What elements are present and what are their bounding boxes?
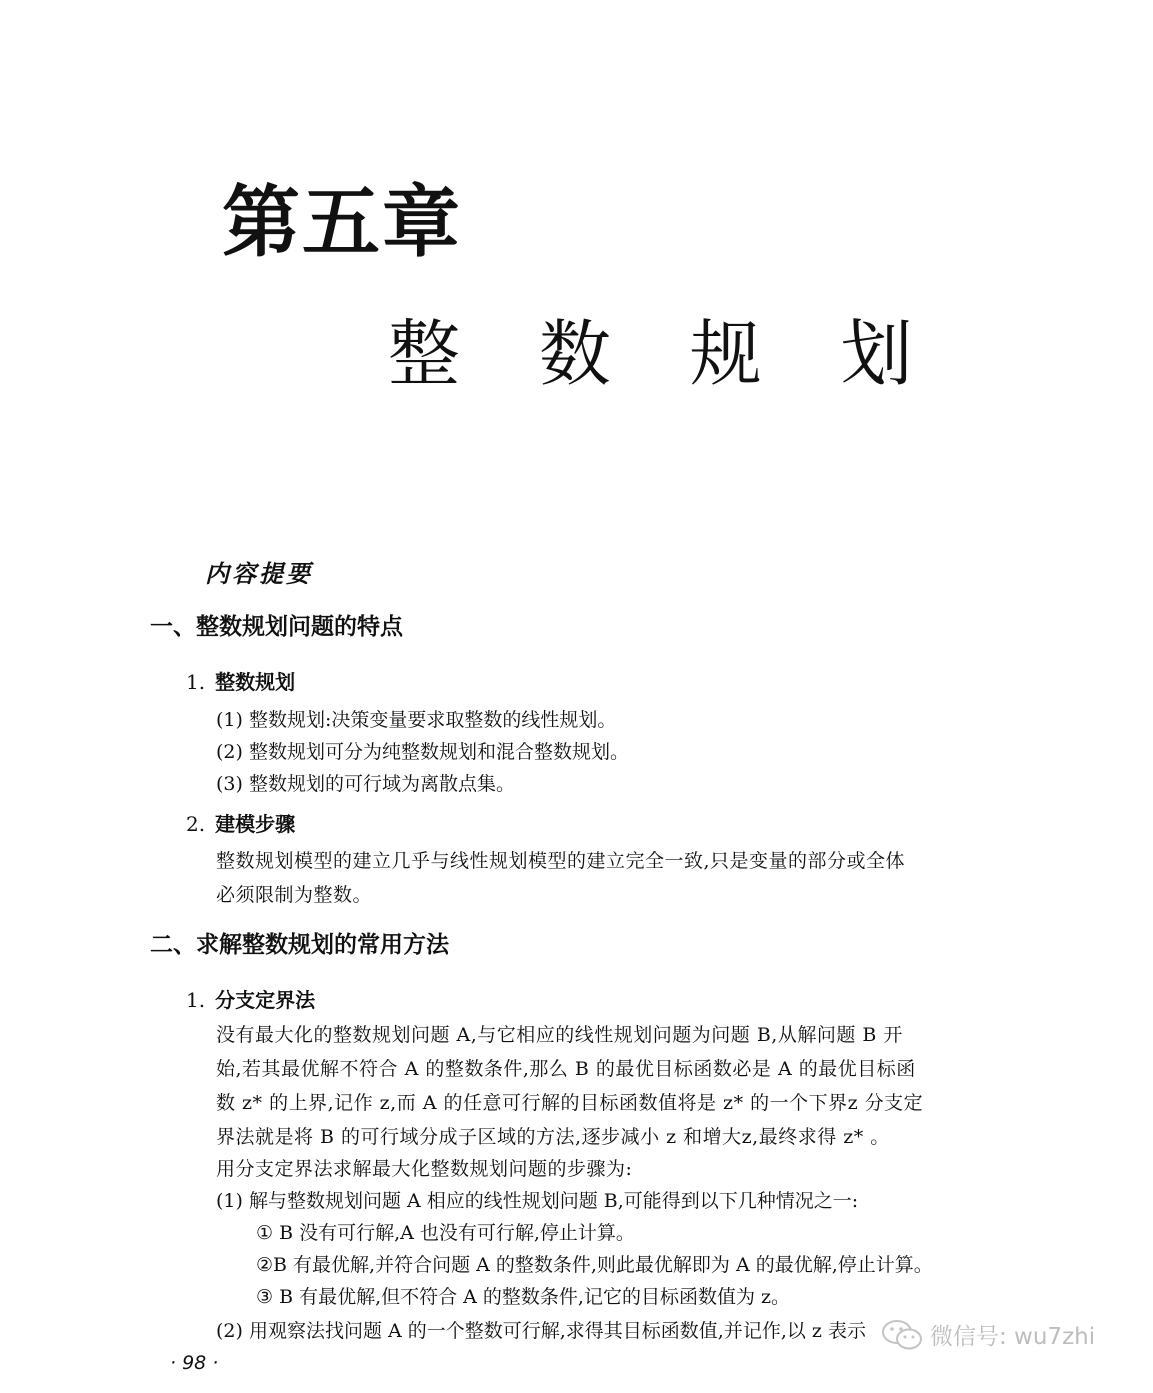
subsection-number: 1. (186, 670, 206, 694)
case-item: ① B 没有可行解,A 也没有可行解,停止计算。 (256, 1222, 635, 1244)
page-number: · 98 · (170, 1352, 219, 1374)
subsection-label: 整数规划 (215, 670, 296, 694)
subsection-number: 2. (186, 812, 206, 836)
list-item: (2) 整数规划可分为纯整数规划和混合整数规划。 (216, 741, 629, 763)
case-item: ②B 有最优解,并符合问题 A 的整数条件,则此最优解即为 A 的最优解,停止计算。 (256, 1254, 933, 1276)
section-heading-1: 一、整数规划问题的特点 (150, 614, 403, 640)
paragraph-line: 整数规划模型的建立几乎与线性规划模型的建立完全一致,只是变量的部分或全体 (216, 850, 906, 872)
subsection-2-1 (186, 984, 315, 1013)
step-item: (1) 解与整数规划问题 A 相应的线性规划问题 B,可能得到以下几种情况之一: (216, 1190, 859, 1212)
summary-heading: 内容提要 (205, 559, 313, 588)
subsection-label: 建模步骤 (215, 812, 296, 836)
paragraph-line: 必须限制为整数。 (216, 884, 373, 906)
paragraph-line: 没有最大化的整数规划问题 A,与它相应的线性规划问题为问题 B,从解问题 B 开 (216, 1024, 903, 1046)
list-item: (1) 整数规划:决策变量要求取整数的线性规划。 (216, 709, 617, 731)
section-heading-2: 二、求解整数规划的常用方法 (150, 932, 449, 958)
subsection-1-1 (186, 666, 295, 695)
watermark-text: 微信号: wu7zhi (930, 1324, 1096, 1350)
watermark (880, 1318, 1095, 1351)
paragraph-line: 界法就是将 B 的可行域分成子区域的方法,逐步减小 z 和增大z,最终求得 z* 。 (216, 1126, 890, 1148)
step-item: (2) 用观察法找问题 A 的一个整数可行解,求得其目标函数值,并记作,以 z 表示 (216, 1320, 866, 1342)
wechat-icon (880, 1319, 924, 1351)
paragraph-line: 始,若其最优解不符合 A 的整数条件,那么 B 的最优目标函数必是 A 的最优目标函 (216, 1058, 916, 1080)
paragraph-line: 数 z* 的上界,记作 z,而 A 的任意可行解的目标函数值将是 z* 的一个下界z 分支定 (216, 1092, 924, 1114)
paragraph-line: 用分支定界法求解最大化整数规划问题的步骤为: (216, 1158, 633, 1180)
case-item: ③ B 有最优解,但不符合 A 的整数条件,记它的目标函数值为 z。 (256, 1286, 791, 1308)
chapter-title: 整 数 规 划 (388, 312, 941, 396)
subsection-number: 1. (186, 988, 206, 1012)
list-item: (3) 整数规划的可行域为离散点集。 (216, 773, 515, 795)
subsection-1-2 (186, 808, 295, 837)
chapter-number: 第五章 (222, 178, 463, 268)
subsection-label: 分支定界法 (215, 988, 316, 1012)
